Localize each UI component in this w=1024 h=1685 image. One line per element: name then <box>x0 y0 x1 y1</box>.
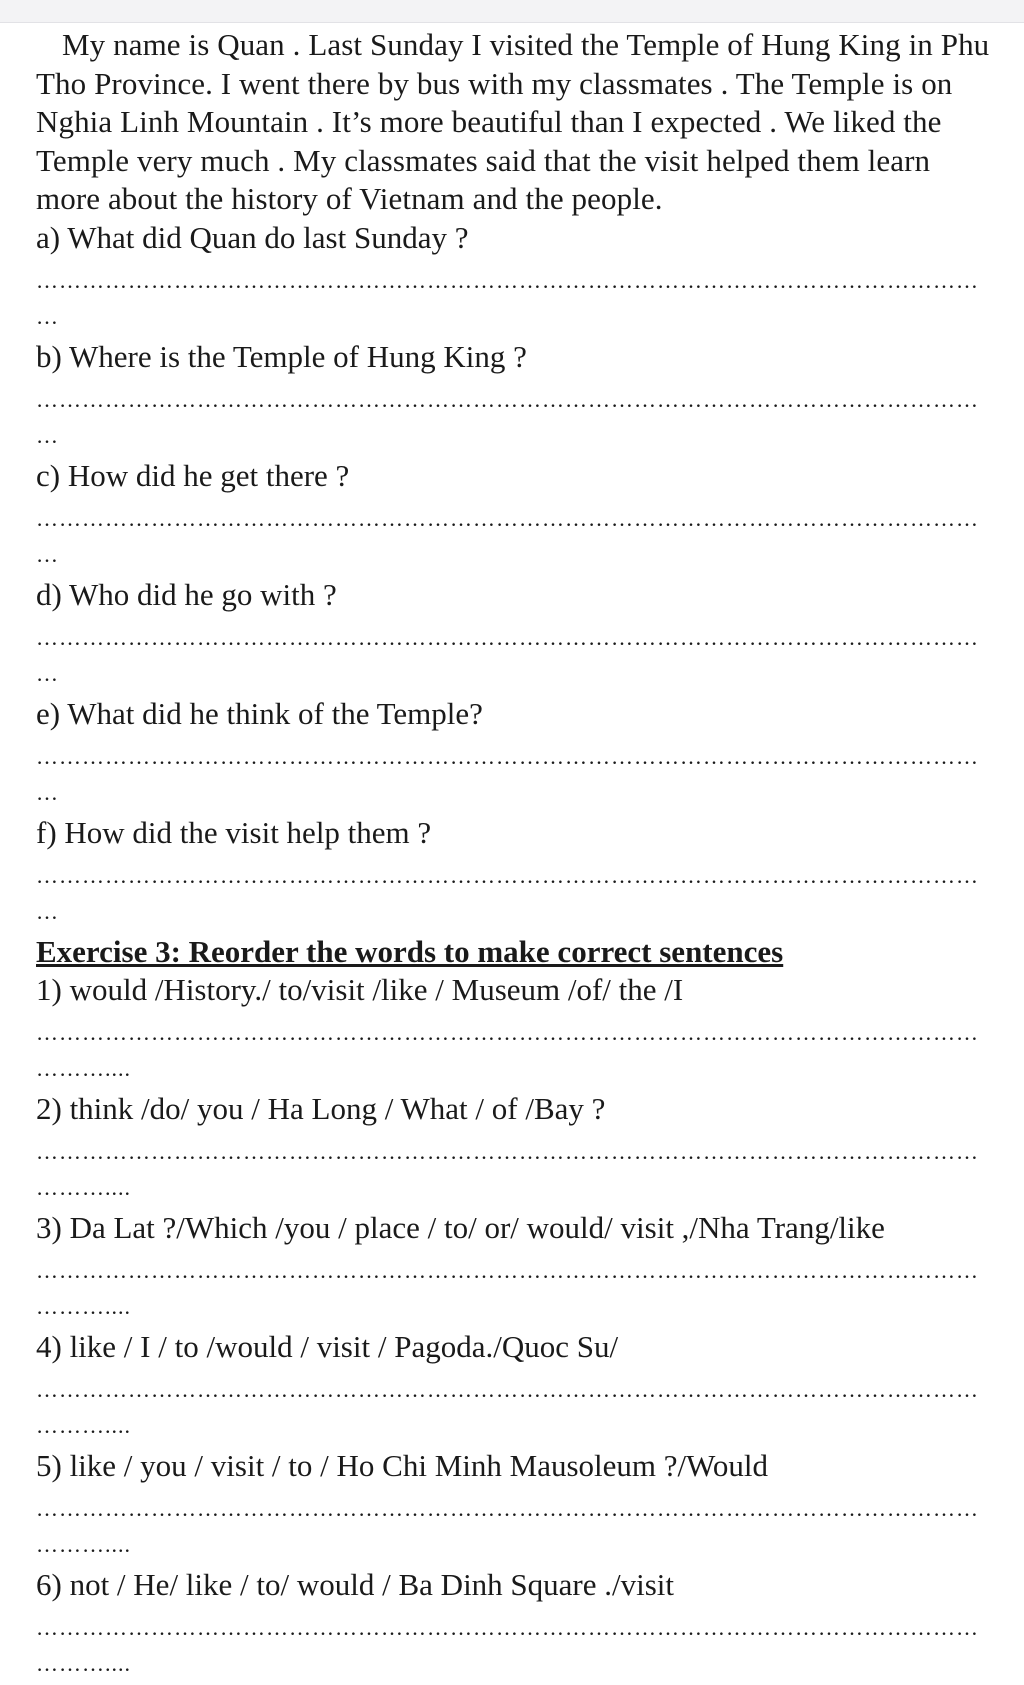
question-e <box>36 695 996 807</box>
question-text: c) How did he get there ? <box>36 457 350 493</box>
answer-line-continuation: ……….... <box>36 1412 131 1438</box>
question-text: b) Where is the Temple of Hung King ? <box>36 338 527 374</box>
question-b <box>36 338 996 450</box>
answer-line-continuation: … <box>36 422 59 448</box>
question-text: f) How did the visit help them ? <box>36 814 432 850</box>
exercise-item-4 <box>36 1328 996 1440</box>
exercise-item-text: 6) not / He/ like / to/ would / Ba Dinh Square ./visit <box>36 1566 675 1602</box>
answer-line-continuation: ……….... <box>36 1293 131 1319</box>
answer-line-continuation: … <box>36 898 59 924</box>
answer-line-continuation: ……….... <box>36 1531 131 1557</box>
exercise-item-6 <box>36 1566 996 1678</box>
exercise-item-text: 5) like / you / visit / to / Ho Chi Minh Mausoleum ?/Would <box>36 1447 769 1483</box>
answer-line[interactable]: …………………………………………………………………………………………………………… <box>36 1495 979 1521</box>
answer-line-continuation: ……….... <box>36 1650 131 1676</box>
answer-line[interactable]: …………………………………………………………………………………………………………… <box>36 505 979 531</box>
answer-line[interactable]: …………………………………………………………………………………………………………… <box>36 1257 979 1283</box>
answer-line[interactable]: …………………………………………………………………………………………………………… <box>36 624 979 650</box>
exercise-3-title: Exercise 3: Reorder the words to make correct sentences <box>36 933 784 969</box>
answer-line[interactable]: …………………………………………………………………………………………………………… <box>36 1138 979 1164</box>
answer-line[interactable]: …………………………………………………………………………………………………………… <box>36 743 979 769</box>
answer-line-continuation: ……….... <box>36 1055 131 1081</box>
exercise-item-text: 3) Da Lat ?/Which /you / place / to/ or/ would/ visit ,/Nha Trang/like <box>36 1209 885 1245</box>
question-a <box>36 219 996 331</box>
top-edge <box>0 0 1024 23</box>
answer-line[interactable]: …………………………………………………………………………………………………………… <box>36 1019 979 1045</box>
exercise-item-text: 2) think /do/ you / Ha Long / What / of /Bay ? <box>36 1090 606 1126</box>
exercise-item-1 <box>36 971 996 1083</box>
answer-line[interactable]: …………………………………………………………………………………………………………… <box>36 267 979 293</box>
question-f <box>36 814 996 926</box>
reading-passage: My name is Quan . Last Sunday I visited the Temple of Hung King in Phu Tho Province. I went there by bus with my classmates . The Temple is on Nghia Linh Mountain . It’s more beautiful than I expected . We liked the Temple very much . My classmates said that the visit helped them learn more about the history of Vietnam and the people. <box>36 27 990 216</box>
question-text: e) What did he think of the Temple? <box>36 695 483 731</box>
answer-line[interactable]: …………………………………………………………………………………………………………… <box>36 386 979 412</box>
question-text: a) What did Quan do last Sunday ? <box>36 219 469 255</box>
answer-line-continuation: … <box>36 541 59 567</box>
exercise-item-text: 1) would /History./ to/visit /like / Museum /of/ the /I <box>36 971 684 1007</box>
exercise-item-text: 4) like / I / to /would / visit / Pagoda./Quoc Su/ <box>36 1328 619 1364</box>
answer-line[interactable]: …………………………………………………………………………………………………………… <box>36 862 979 888</box>
answer-line-continuation: … <box>36 303 59 329</box>
question-d <box>36 576 996 688</box>
answer-line[interactable]: …………………………………………………………………………………………………………… <box>36 1614 979 1640</box>
worksheet-page <box>36 26 996 1685</box>
exercise-item-5 <box>36 1447 996 1559</box>
answer-line-continuation: … <box>36 660 59 686</box>
question-c <box>36 457 996 569</box>
answer-line-continuation: … <box>36 779 59 805</box>
exercise-item-2 <box>36 1090 996 1202</box>
answer-line[interactable]: …………………………………………………………………………………………………………… <box>36 1376 979 1402</box>
question-text: d) Who did he go with ? <box>36 576 337 612</box>
exercise-item-3 <box>36 1209 996 1321</box>
answer-line-continuation: ……….... <box>36 1174 131 1200</box>
